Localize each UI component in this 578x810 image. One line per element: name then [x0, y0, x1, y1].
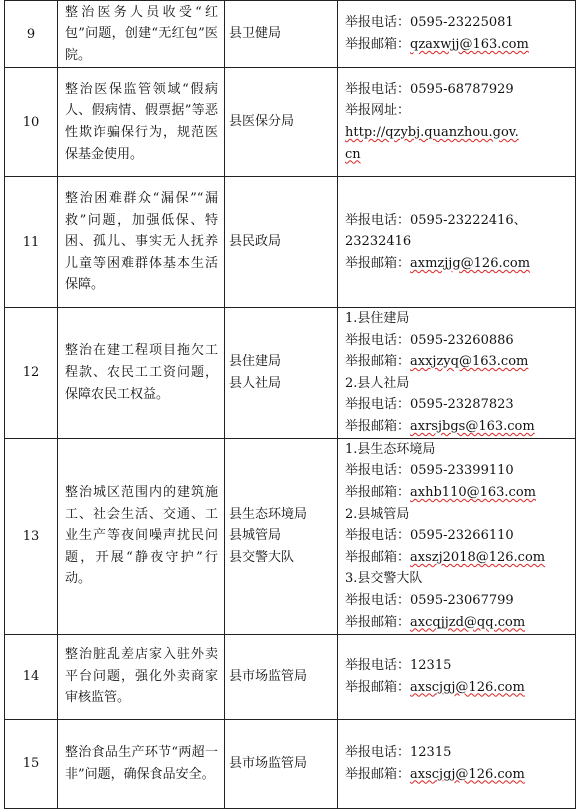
- table-row: [5, 634, 576, 719]
- contact-label: 举报电话：: [345, 657, 411, 673]
- contact-label: 举报电话：: [345, 744, 411, 760]
- report-contact: [338, 68, 576, 177]
- contact-label: 举报电话：: [345, 397, 411, 413]
- contact-link[interactable]: axszj2018@126.com: [410, 549, 546, 565]
- contact-line: [345, 677, 575, 699]
- contact-line: [345, 439, 575, 461]
- contact-line: [345, 79, 575, 101]
- contact-label: 3.县交警大队: [345, 571, 423, 587]
- contact-link[interactable]: axscjgj@126.com: [410, 679, 525, 695]
- responsible-department: [225, 68, 338, 177]
- responsible-department: [225, 177, 338, 308]
- contact-label: 1.县生态环境局: [345, 441, 436, 457]
- department-name: 县交警大队: [229, 549, 295, 565]
- department-name: 县民政局: [229, 234, 282, 250]
- contact-line: [345, 34, 575, 56]
- contact-value: 0595-23225081: [410, 15, 514, 31]
- task-description: 整治医保监管领域“假病人、假病情、假票据”等恶性欺诈骗保行为，规范医保基金使用。: [58, 68, 225, 177]
- contact-line: [345, 504, 575, 526]
- contact-line: [345, 330, 575, 352]
- contact-label: 举报邮箱：: [345, 37, 411, 52]
- report-contact: [338, 719, 576, 808]
- table-row: [5, 68, 576, 177]
- department-name: 县住建局: [229, 354, 282, 370]
- responsible-department: [225, 438, 338, 634]
- contact-label: 2.县城管局: [345, 506, 410, 522]
- table-body: [5, 1, 576, 809]
- contact-label: 举报电话：: [345, 332, 411, 348]
- task-description: 整治在建工程项目拖欠工程款、农民工工资问题，保障农民工权益。: [58, 308, 225, 439]
- department-name: 县市场监管局: [229, 668, 308, 684]
- table-row: [5, 719, 576, 808]
- contact-link[interactable]: axrsjbgs@163.com: [410, 418, 535, 434]
- contact-label: 举报网址：: [345, 103, 411, 119]
- table-row: [5, 308, 576, 439]
- contact-link[interactable]: axcqjjzd@qq.com: [410, 614, 526, 630]
- contact-line: [345, 231, 575, 253]
- responsible-department: [225, 308, 338, 439]
- contact-value: 0595-23067799: [410, 593, 514, 609]
- task-description: 整治脏乱差店家入驻外卖平台问题，强化外卖商家审核监管。: [58, 634, 225, 719]
- contact-link[interactable]: axmzjjg@126.com: [410, 255, 531, 271]
- contact-line: [345, 416, 575, 438]
- table-row: [5, 1, 576, 68]
- contact-label: 举报邮箱：: [345, 766, 411, 782]
- contact-line: [345, 394, 575, 416]
- task-description: 整治食品生产环节“两超一非”问题，确保食品安全。: [58, 719, 225, 808]
- contact-value: 0595-23222416、: [410, 212, 527, 228]
- contact-line: [345, 655, 575, 677]
- contact-line: [345, 525, 575, 547]
- contact-value: 0595-23260886: [410, 332, 514, 348]
- contact-label: 举报邮箱：: [345, 614, 411, 630]
- contact-line: [345, 482, 575, 504]
- table-row: [5, 177, 576, 308]
- contact-line: [345, 460, 575, 482]
- contact-line: [345, 351, 575, 373]
- contact-value: 0595-23399110: [410, 463, 514, 479]
- department-name: 县人社局: [229, 375, 282, 391]
- contact-line: [345, 100, 575, 122]
- department-name: 县城管局: [229, 528, 282, 544]
- contact-link[interactable]: axhb110@163.com: [410, 485, 536, 501]
- contact-label: 1.县住建局: [345, 311, 410, 326]
- task-description: 整治困难群众“漏保”“漏救”问题，加强低保、特困、孤儿、事实无人抚养儿童等困难群体基本生活保障。: [58, 177, 225, 308]
- contact-link[interactable]: cn: [345, 146, 361, 162]
- contact-line: [345, 764, 575, 786]
- contact-label: 举报电话：: [345, 593, 411, 609]
- contact-line: [345, 144, 575, 166]
- responsible-department: [225, 1, 338, 68]
- contact-line: [345, 590, 575, 612]
- contact-label: 举报邮箱：: [345, 255, 411, 271]
- contact-line: [345, 122, 575, 144]
- contact-line: [345, 210, 575, 232]
- contact-line: [345, 373, 575, 395]
- task-description: 整治城区范围内的建筑施工、社会生活、交通、工业生产等夜间噪声扰民问题，开展“静夜守护”行动。: [58, 438, 225, 634]
- contact-label: 举报电话：: [345, 528, 411, 544]
- department-name: 县生态环境局: [229, 506, 308, 522]
- contact-line: [345, 612, 575, 634]
- contact-value: 0595-23266110: [410, 528, 514, 544]
- row-number: 9: [5, 1, 58, 68]
- contact-label: 举报电话：: [345, 81, 411, 97]
- contact-label: 举报电话：: [345, 463, 411, 479]
- contact-value: 23232416: [345, 234, 412, 250]
- responsible-department: [225, 634, 338, 719]
- contact-label: 举报电话：: [345, 15, 411, 31]
- department-name: 县医保分局: [229, 114, 295, 130]
- contact-line: [345, 568, 575, 590]
- contact-value: 0595-23287823: [410, 397, 514, 413]
- contact-label: 举报邮箱：: [345, 418, 411, 434]
- table-row: [5, 438, 576, 634]
- supervision-table: [4, 0, 576, 809]
- contact-line: [345, 12, 575, 34]
- contact-value: 0595-68787929: [410, 81, 514, 97]
- contact-link[interactable]: http://qzybj.quanzhou.gov.: [345, 125, 519, 140]
- contact-value: 12315: [410, 657, 452, 673]
- contact-value: 12315: [410, 744, 452, 760]
- row-number: 11: [5, 177, 58, 308]
- contact-line: [345, 742, 575, 764]
- row-number: 12: [5, 308, 58, 439]
- contact-label: 举报邮箱：: [345, 549, 411, 565]
- contact-label: 举报邮箱：: [345, 354, 411, 370]
- report-contact: [338, 634, 576, 719]
- contact-label: 举报邮箱：: [345, 679, 411, 695]
- department-name: 县卫健局: [229, 26, 282, 42]
- report-contact: [338, 308, 576, 439]
- department-name: 县市场监管局: [229, 755, 308, 771]
- row-number: 15: [5, 719, 58, 808]
- contact-line: [345, 253, 575, 275]
- responsible-department: [225, 719, 338, 808]
- row-number: 10: [5, 68, 58, 177]
- report-contact: [338, 438, 576, 634]
- report-contact: [338, 1, 576, 68]
- contact-label: 举报邮箱：: [345, 485, 411, 501]
- task-description: 整治医务人员收受“红包”问题，创建“无红包”医院。: [58, 1, 225, 68]
- contact-link[interactable]: qzaxwjj@163.com: [410, 37, 529, 52]
- contact-label: 2.县人社局: [345, 375, 410, 391]
- row-number: 14: [5, 634, 58, 719]
- contact-label: 举报电话：: [345, 212, 411, 228]
- report-contact: [338, 177, 576, 308]
- contact-line: [345, 547, 575, 569]
- row-number: 13: [5, 438, 58, 634]
- contact-line: [345, 308, 575, 330]
- contact-link[interactable]: axxjzyq@163.com: [410, 354, 529, 370]
- contact-link[interactable]: axscjgj@126.com: [410, 766, 525, 782]
